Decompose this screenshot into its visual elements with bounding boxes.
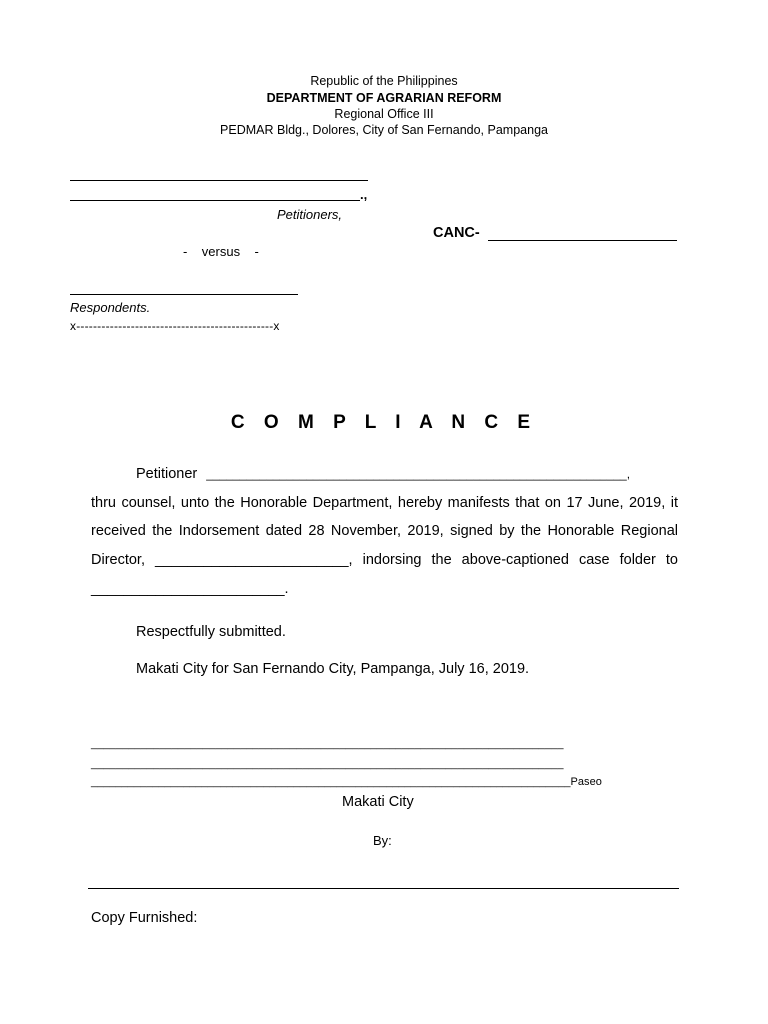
petitioner-name-blank: _______________________________________________________________,: [206, 467, 631, 481]
header-address: PEDMAR Bldg., Dolores, City of San Fernando, Pampanga: [220, 123, 548, 137]
respondents-label: Respondents.: [70, 300, 151, 315]
by-label: By:: [373, 833, 392, 848]
paragraph-body: thru counsel, unto the Honorable Department, hereby manifests that on 17 June, 2019, it received the Indorsement dated 28 November, 2019, signed by the Honorable Regional Director, ________________________, indorsing the above-captioned case folder to ________________________.: [91, 494, 678, 597]
header-department: DEPARTMENT OF AGRARIAN REFORM: [266, 91, 502, 105]
petitioner-blank-line-2: [70, 200, 360, 201]
para-petitioner: Petitioner: [136, 466, 198, 482]
copy-furnished-label: Copy Furnished:: [91, 910, 198, 926]
versus-label: - versus -: [183, 244, 259, 259]
signature-line: [88, 888, 679, 889]
petitioner-suffix: .,: [360, 187, 368, 202]
case-number-blank: [488, 240, 677, 241]
document-title: C O M P L I A N C E: [230, 412, 538, 433]
counsel-line-3: ______________________________________________________________________________Paseo: [91, 776, 602, 788]
paragraph-first-line: [91, 460, 678, 489]
case-number-prefix: CANC-: [433, 225, 480, 241]
header-country: Republic of the Philippines: [310, 74, 458, 88]
respondent-blank-line: [70, 294, 298, 295]
compliance-paragraph: [91, 460, 678, 604]
counsel-line-2: ____________________________________________________________________________: [91, 758, 564, 770]
place-and-date: Makati City for San Fernando City, Pampanga, July 16, 2019.: [136, 661, 530, 677]
petitioners-label: Petitioners,: [277, 207, 343, 222]
petitioner-blank-line-1: [70, 180, 368, 181]
counsel-city: Makati City: [342, 794, 414, 810]
respectfully-submitted: Respectfully submitted.: [136, 624, 286, 640]
header-office: Regional Office III: [334, 107, 434, 121]
counsel-line-1: ____________________________________________________________________________: [91, 738, 564, 750]
caption-separator: x-----------------------------------------------x: [70, 319, 280, 333]
